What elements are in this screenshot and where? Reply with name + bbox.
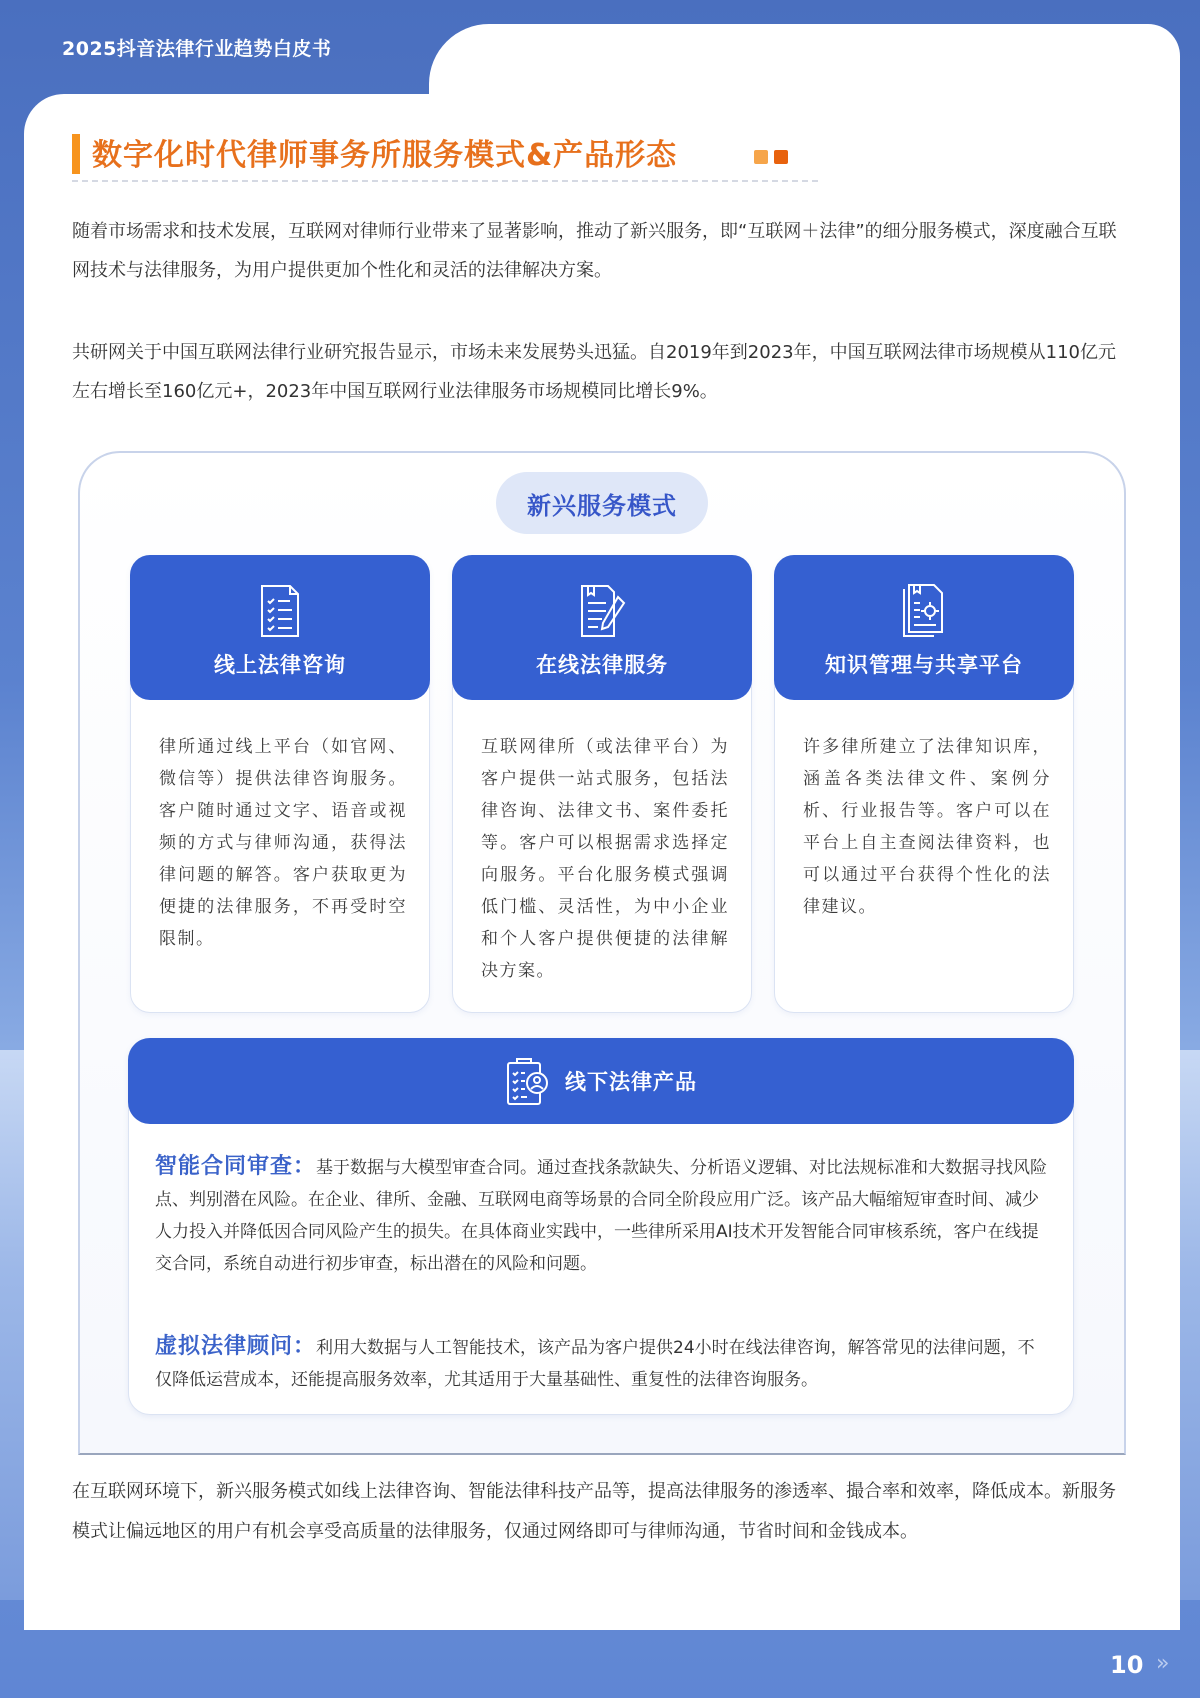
card-header <box>774 555 1074 700</box>
document-pen-icon <box>578 583 626 639</box>
heading-square-icon <box>754 150 768 164</box>
card-description: 律所通过线上平台（如官网、微信等）提供法律咨询服务。客户随时通过文字、语音或视频的方式与律师沟通，获得法律问题的解答。客户获取更为便捷的法律服务，不再受时空限制。 <box>159 737 407 949</box>
card-header <box>130 555 430 700</box>
document-gear-icon <box>900 583 948 639</box>
card-title: 在线法律服务 <box>536 653 668 677</box>
page-number: 10 <box>1110 1651 1144 1679</box>
section-title: 数字化时代律师事务所服务模式&产品形态 <box>92 138 678 173</box>
service-card-knowledge-platform <box>774 555 1074 1013</box>
background-decoration-left <box>0 1050 24 1600</box>
offline-products-header <box>128 1038 1074 1124</box>
offline-products-title: 线下法律产品 <box>565 1070 697 1094</box>
offline-item-virtual-legal-advisor <box>155 1331 1051 1396</box>
service-card-online-consultation <box>130 555 430 1013</box>
heading-accent-bar <box>72 134 80 174</box>
background-decoration-right <box>1180 1050 1200 1600</box>
card-description: 许多律所建立了法律知识库，涵盖各类法律文件、案例分析、行业报告等。客户可以在平台上自主查阅法律资料，也可以通过平台获得个性化的法律建议。 <box>803 737 1051 917</box>
item-text: 基于数据与大模型审查合同。通过查找条款缺失、分析语义逻辑、对比法规标准和大数据寻找风险点、判别潜在风险。在企业、律所、金融、互联网电商等场景的合同全阶段应用广泛。该产品大幅缩短审查时间、减少人力投入并降低因合同风险产生的损失。在具体商业实践中，一些律所采用AI技术开发智能合同审核系统，客户在线提交合同，系统自动进行初步审查，标出潜在的风险和问题。 <box>155 1158 1048 1274</box>
service-card-online-legal-service <box>452 555 752 1013</box>
document-title: 2025抖音法律行业趋势白皮书 <box>62 38 332 60</box>
conclusion-paragraph: 在互联网环境下，新兴服务模式如线上法律咨询、智能法律科技产品等，提高法律服务的渗透率、撮合率和效率，降低成本。新服务模式让偏远地区的用户有机会享受高质量的法律服务，仅通过网络即可与律师沟通，节省时间和金钱成本。 <box>72 1481 1116 1542</box>
offline-item-smart-contract-review <box>155 1151 1051 1280</box>
card-title: 线上法律咨询 <box>214 653 346 677</box>
heading-square-icon <box>774 150 788 164</box>
item-label: 虚拟法律顾问： <box>155 1334 317 1359</box>
card-header <box>452 555 752 700</box>
card-title: 知识管理与共享平台 <box>825 653 1023 677</box>
section-heading <box>72 130 818 182</box>
intro-paragraph-2: 共研网关于中国互联网法律行业研究报告显示，市场未来发展势头迅猛。自2019年到2023年，中国互联网法律市场规模从110亿元左右增长至160亿元+，2023年中国互联网行业法律服务市场规模同比增长9%。 <box>72 342 1116 402</box>
item-text: 利用大数据与人工智能技术，该产品为客户提供24小时在线法律咨询，解答常见的法律问题，不仅降低运营成本，还能提高服务效率，尤其适用于大量基础性、重复性的法律咨询服务。 <box>155 1338 1035 1390</box>
clipboard-person-icon <box>505 1055 551 1107</box>
next-page-icon[interactable]: » <box>1156 1651 1170 1676</box>
emerging-services-label: 新兴服务模式 <box>496 472 708 534</box>
intro-paragraph-1: 随着市场需求和技术发展，互联网对律师行业带来了显著影响，推动了新兴服务，即“互联网＋法律”的细分服务模式，深度融合互联网技术与法律服务，为用户提供更加个性化和灵活的法律解决方案。 <box>72 221 1117 281</box>
checklist-document-icon <box>256 583 304 639</box>
offline-products-panel <box>128 1038 1074 1415</box>
item-label: 智能合同审查： <box>155 1154 317 1179</box>
card-description: 互联网律所（或法律平台）为客户提供一站式服务，包括法律咨询、法律文书、案件委托等。客户可以根据需求选择定向服务。平台化服务模式强调低门槛、灵活性，为中小企业和个人客户提供便捷的法律解决方案。 <box>481 737 729 981</box>
